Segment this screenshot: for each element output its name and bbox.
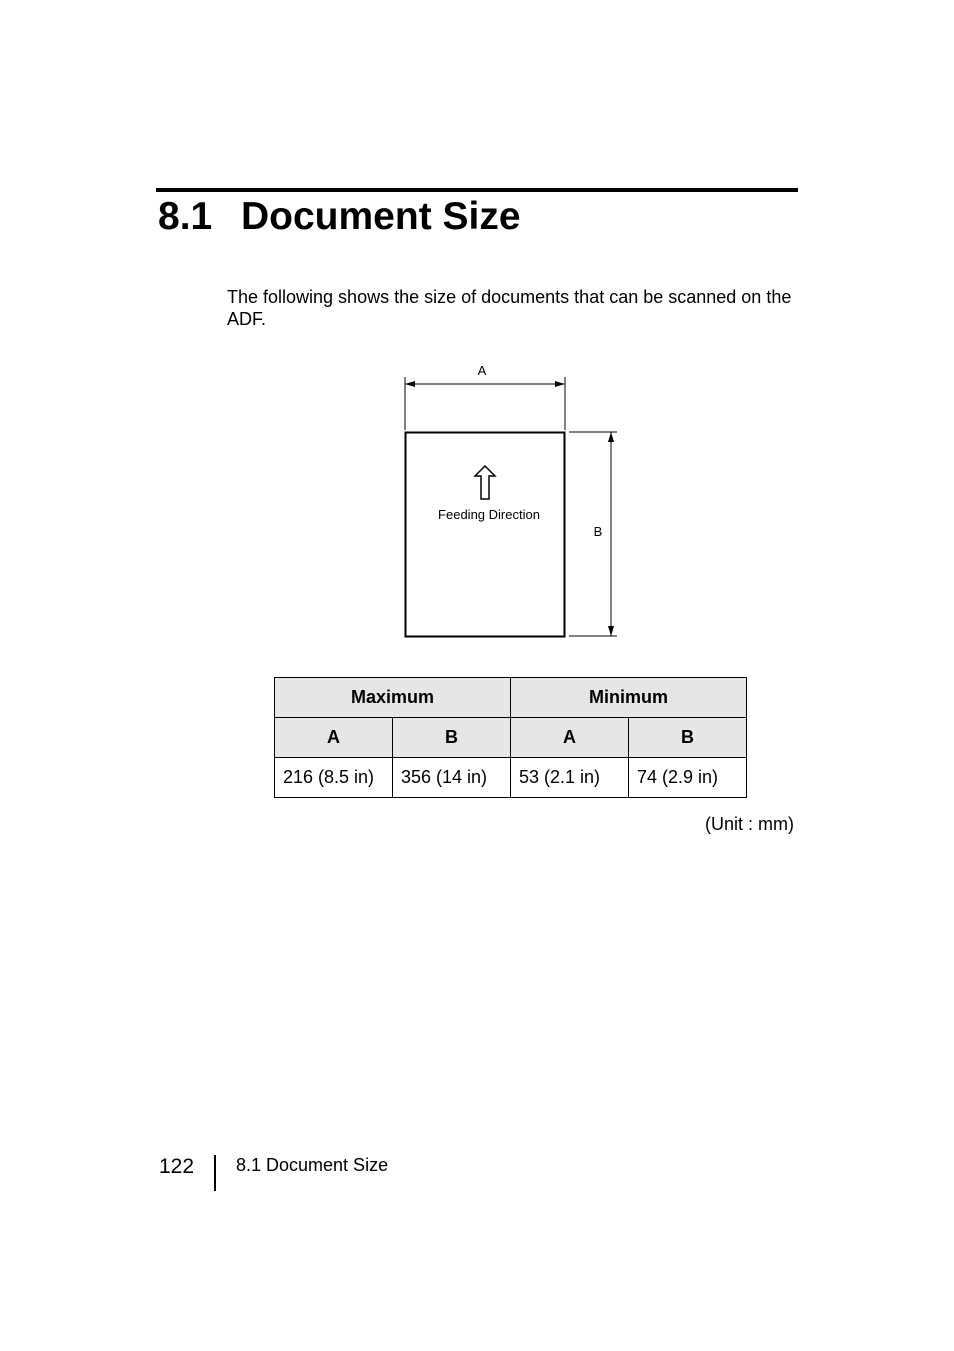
- dimension-a-left-arrowhead: [405, 381, 415, 387]
- minimum-a-header: A: [511, 718, 629, 758]
- maximum-b-value: 356 (14 in): [393, 758, 511, 798]
- unit-note: (Unit : mm): [705, 814, 794, 834]
- footer-section-title: 8.1 Document Size: [236, 1155, 389, 1175]
- feeding-direction-label: Feeding Direction: [438, 507, 540, 522]
- maximum-header: Maximum: [275, 678, 511, 718]
- section-number: 8.1: [158, 195, 213, 238]
- section-title-text: Document Size: [241, 195, 521, 238]
- table-group-header-row: [275, 678, 747, 718]
- title-rule: [156, 188, 798, 192]
- dimension-a-label: A: [477, 363, 487, 378]
- document-size-diagram: [380, 355, 630, 645]
- maximum-b-header: B: [393, 718, 511, 758]
- document-size-svg: [380, 355, 630, 645]
- table-row: [275, 758, 747, 798]
- footer-divider: [214, 1155, 216, 1191]
- document-outline: [406, 433, 565, 637]
- minimum-a-value: 53 (2.1 in): [511, 758, 629, 798]
- minimum-b-value: 74 (2.9 in): [629, 758, 747, 798]
- dimension-b-top-arrowhead: [608, 432, 614, 442]
- document-size-table: [274, 677, 747, 798]
- intro-paragraph: The following shows the size of documents that can be scanned on the ADF.: [227, 287, 792, 329]
- maximum-a-value: 216 (8.5 in): [275, 758, 393, 798]
- maximum-a-header: A: [275, 718, 393, 758]
- table-sub-header-row: [275, 718, 747, 758]
- dimension-b-bottom-arrowhead: [608, 626, 614, 636]
- page-number: 122: [159, 1155, 195, 1178]
- minimum-b-header: B: [629, 718, 747, 758]
- dimension-b-label: B: [593, 524, 603, 539]
- minimum-header: Minimum: [511, 678, 747, 718]
- dimension-a-right-arrowhead: [555, 381, 565, 387]
- page-title: [158, 193, 521, 241]
